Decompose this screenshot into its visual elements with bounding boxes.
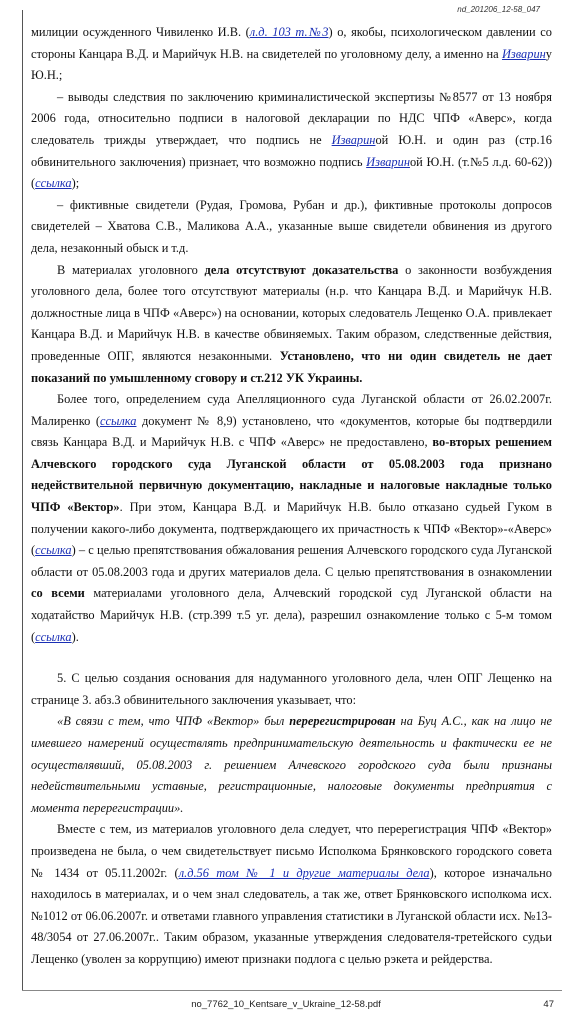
italic-text: на Буц А.С., как на лицо не имевшего намерений осуществлять предпринимательскую деятельность и фактически ее не осуществлявший, 05.08.2003 г. решением Алчевского городского суда были признаны недействительными уставные, регистрационные, налоговые документы предприятия с момента перерегистрации». <box>31 714 552 815</box>
text-run: ) – с целью препятствования обжалования решения Алчевского городского суда Луганской области от 05.08.2003 года и других материалов дела. С целью препятствования в ознакомлении <box>31 543 552 579</box>
footer-rule <box>22 990 562 991</box>
footer-filename: no_7762_10_Kentsare_v_Ukraine_12-58.pdf <box>191 999 381 1010</box>
paragraph-4 <box>31 260 552 390</box>
left-margin-rule <box>22 10 23 990</box>
document-id-header: nd_201206_12-58_047 <box>457 5 540 14</box>
text-run: милиции осужденного Чивиленко И.В. ( <box>31 25 250 39</box>
paragraph-1 <box>31 22 552 87</box>
reference-link[interactable]: ссылка <box>100 413 137 428</box>
izvarina-link[interactable]: Изварин <box>366 154 410 169</box>
reference-link[interactable]: ссылка <box>35 629 72 644</box>
paragraph-2 <box>31 87 552 195</box>
text-run: ), которое изначально находилось в материалах, и о чем знал следователь, а так же, ответ Брянковского исполкома исх. №1012 от 06.06.2007г. и ответами главного управления статистики в Луганской области исх. №13-48/3054 от 27.06.2007г.. Таким образом, указанные утверждения следователя-третейского судьи Лещенко (уволен за коррупцию) имеют признаки подлога с целью рэкета и рейдерства. <box>31 865 552 966</box>
paragraph-5 <box>31 389 552 648</box>
paragraph-6: 5. С целью создания основания для надуманного уголовного дела, член ОПГ Лещенко на странице 3. абз.3 обвинительного заключения указывает, что: <box>31 671 552 707</box>
text-run: материалами уголовного дела, Алчевский городской суд Луганской области на ходатайство Марийчук Н.В. (стр.399 т.5 уг. дела), разрешил ознакомление только с 5-м томом ( <box>31 586 552 644</box>
quote-paragraph <box>31 711 552 819</box>
bold-italic-text: перерегистрирован <box>289 714 396 729</box>
paragraph-8 <box>31 819 552 970</box>
bold-text: Установлено, что ни один свидетель не дает показаний по умышленному сговору и ст.212 УК Украины. <box>31 348 552 385</box>
text-run: Вместе с тем, из материалов уголовного дела следует, что перерегистрация ЧПФ «Вектор» произведена не была, о чем свидетельствует письмо Исполкома Брянковского городского совета № 1434 от 05.11.2002г. ( <box>31 822 552 880</box>
reference-link[interactable]: ссылка <box>35 176 72 191</box>
text-run: . При этом, Канцара В.Д. и Марийчук Н.В. было отказано судьей Гуком в получении какого-либо документа, подтверждающего их причастность к ЧПФ «Вектор»-«Аверс» ( <box>31 500 552 558</box>
case-file-link[interactable]: л.д. 103 т.№3 <box>249 25 329 39</box>
text-run: ); <box>71 176 80 191</box>
text-run: Более того, определением суда Апелляционного суда Луганской области от 26.02.2007г. Малиренко ( <box>31 392 552 428</box>
italic-text: «В связи с тем, что ЧПФ «Вектор» был <box>57 714 290 729</box>
text-run: ой Ю.Н. и один раз (стр.16 обвинительного заключения) признает, что возможно подпись <box>31 132 552 169</box>
document-body <box>31 22 552 971</box>
text-run: ) о, якобы, психологическом давлении со стороны Канцара В.Д. и Марийчук Н.В. на свидетелей по уголовному делу, а именно на <box>31 25 552 61</box>
page-number: 47 <box>543 999 554 1010</box>
bold-text: дела отсутствуют доказательства <box>204 262 399 277</box>
bold-text: во-вторых решением Алчевского городского суда Луганской области от 05.08.2003 года признано недействительной первичную документацию, накладные и налоговые накладные только ЧПФ «Вектор» <box>31 435 552 515</box>
text-run: – выводы следствия по заключению криминалистической экспертизы №8577 от 13 ноября 2006 года, относительно подписи в налоговой декларации по НДС ЧПФ «Аверс», когда следователь трижды утверждает, что подпись не <box>31 89 552 147</box>
text-run: у Ю.Н.; <box>31 46 552 83</box>
paragraph-3: – фиктивные свидетели (Рудая, Громова, Рубан и др.), фиктивные протоколы допросов свидетелей – Хватова С.В., Маликова А.А., указанные выше свидетели обвинения из другого дела, незаконный обыск и т.д. <box>31 197 552 255</box>
izvarina-link[interactable]: Изварин <box>501 46 546 61</box>
text-run: ой Ю.Н. (т.№5 л.д. 60-62)) ( <box>31 154 552 191</box>
paragraph-gap <box>31 648 552 668</box>
case-file-link[interactable]: л.д.56 том № 1 и другие материалы дела <box>178 865 430 880</box>
text-run: ). <box>71 629 79 644</box>
reference-link[interactable]: ссылка <box>35 543 72 558</box>
izvarina-link[interactable]: Изварин <box>331 132 376 147</box>
text-run: В материалах уголовного <box>57 262 205 277</box>
text-run: документ № 8,9) установлено, что «документов, которые бы подтвердили связь Канцара В.Д. и Марийчук Н.В. с ЧПФ «Аверс» не предоставлено, <box>31 413 552 450</box>
bold-text: со всеми <box>31 586 85 601</box>
text-run: о законности возбуждения уголовного дела, более того отсутствуют материалы (н.р. что Канцара В.Д. и Марийчук Н.В. должностные лица в ЧПФ «Аверс») на основании, которых следователь Лещенко О.А. привлекает Канцара В.Д. и Марийчук Н.В. в качестве обвиняемых. Таким образом, следственные действия, проведенные ОПГ, являются незаконными. <box>31 262 552 363</box>
